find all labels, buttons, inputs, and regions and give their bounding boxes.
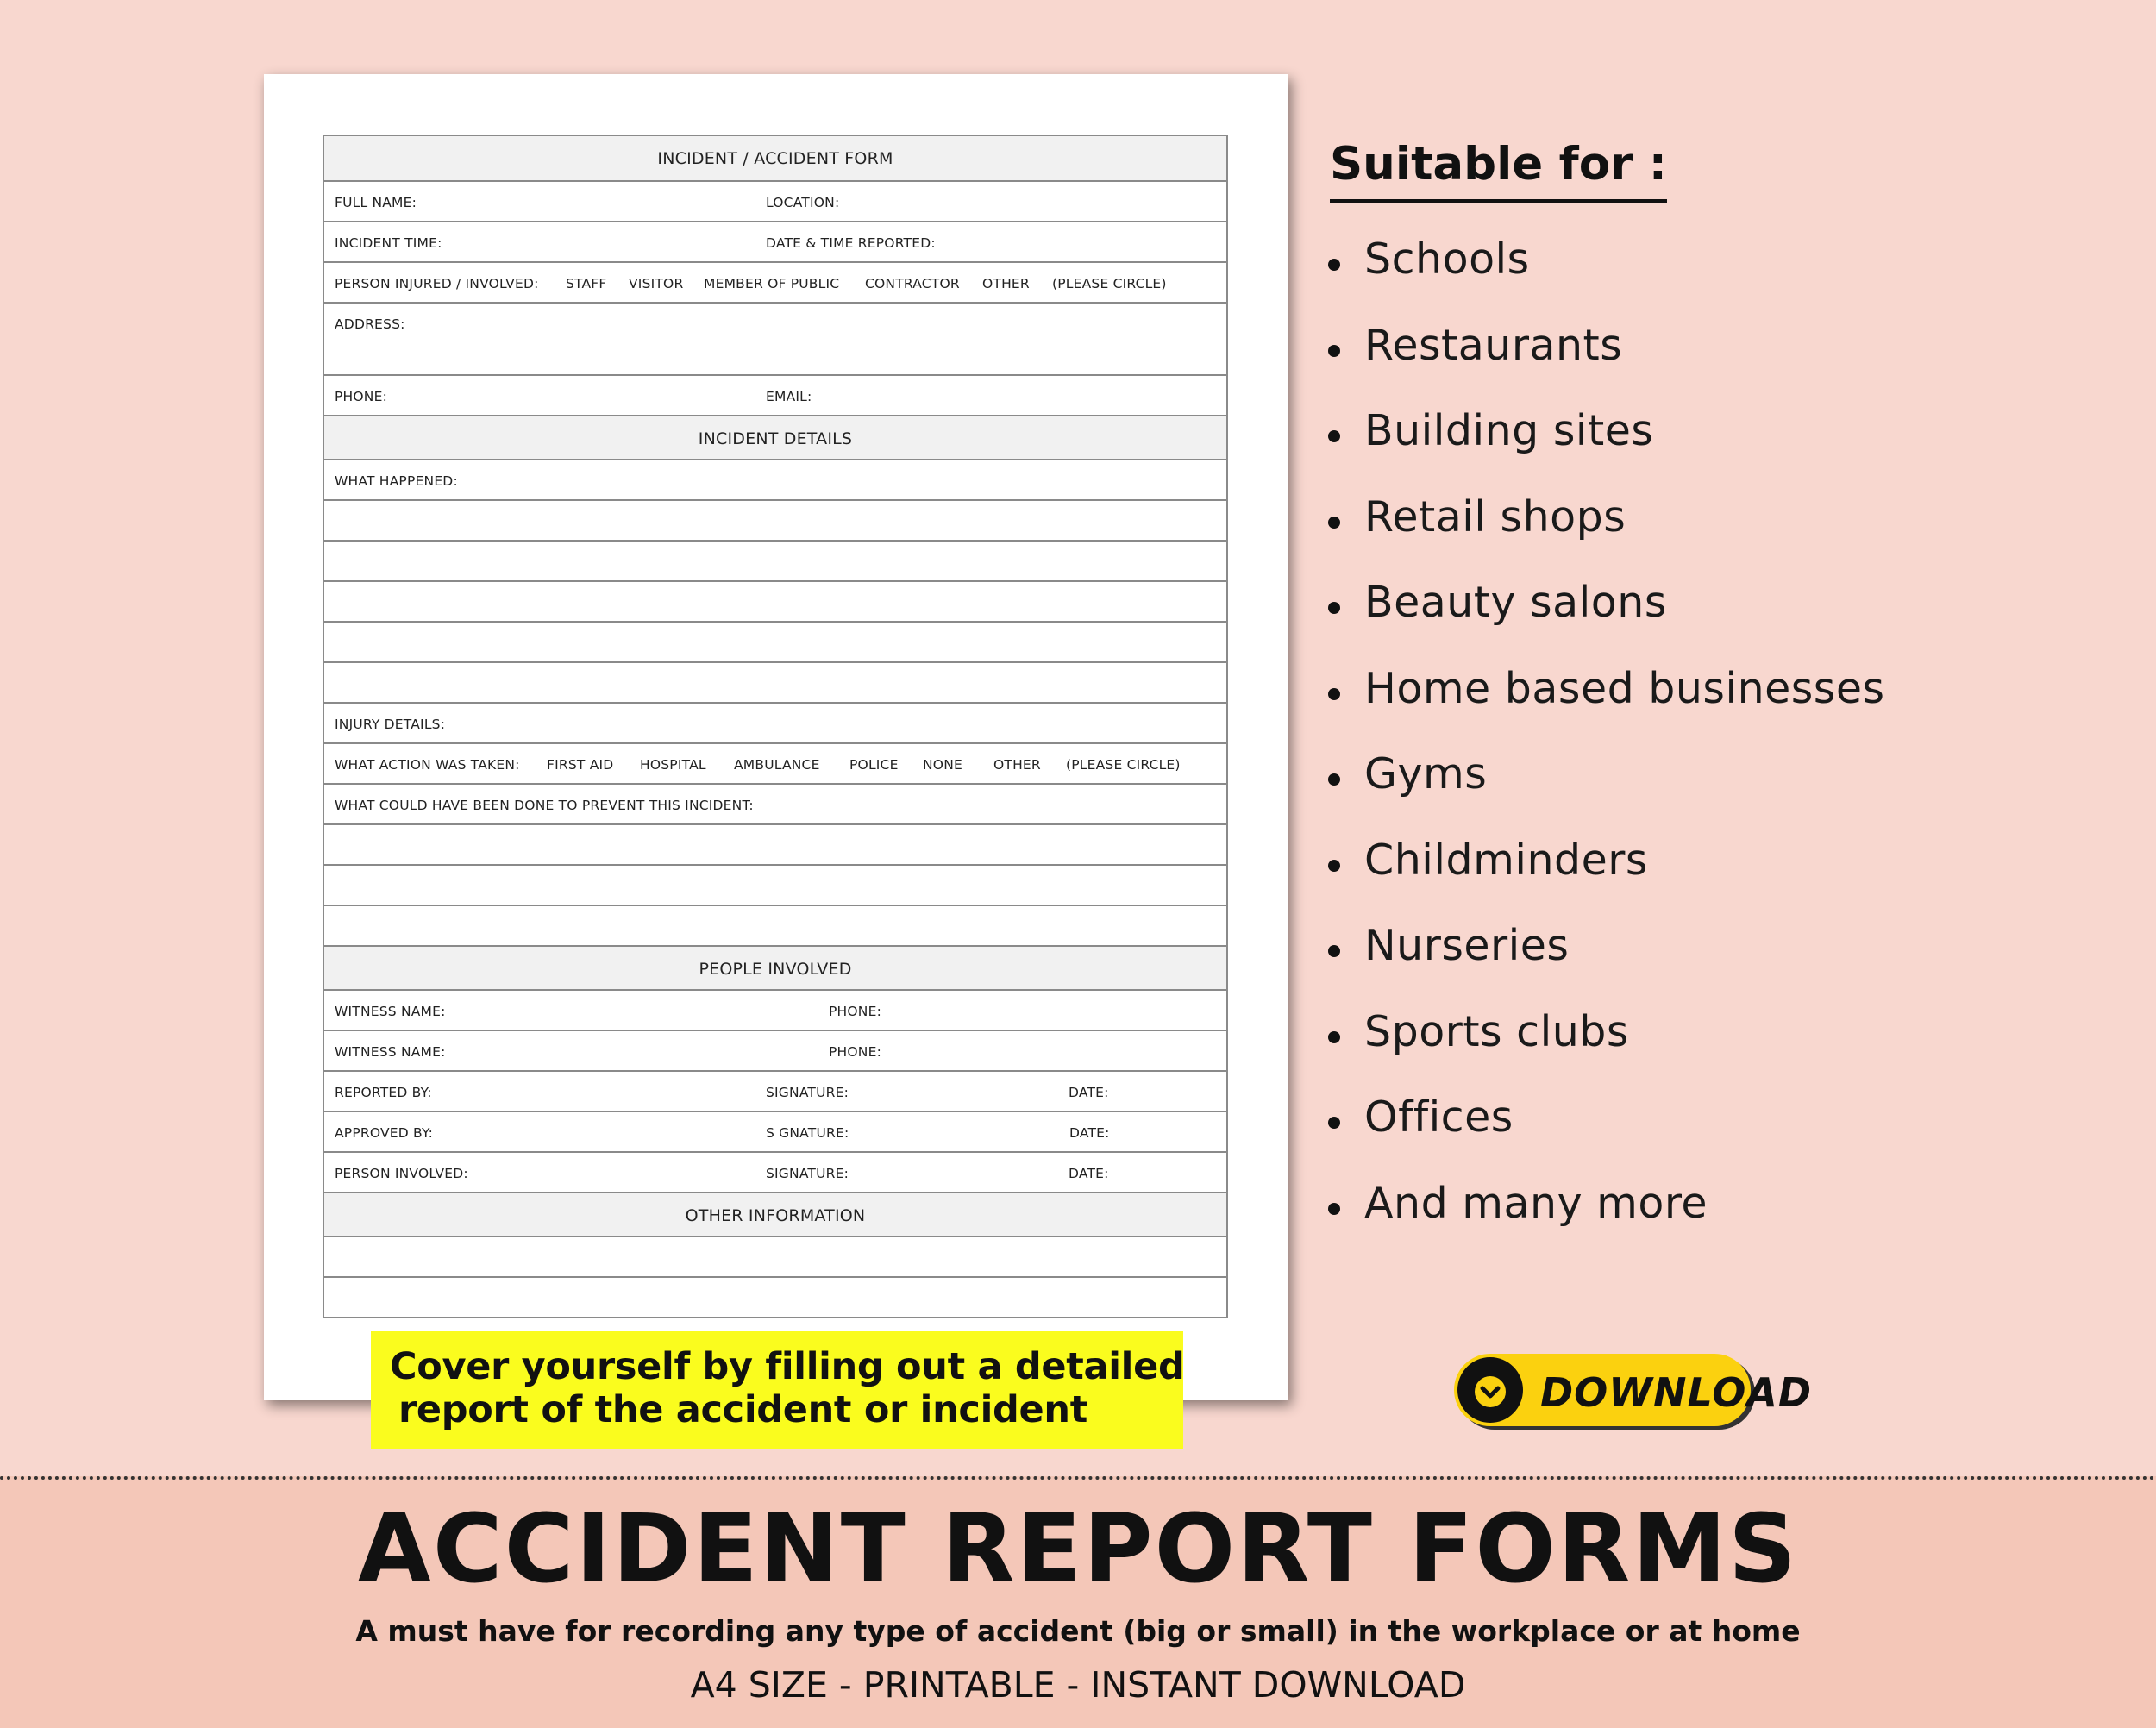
list-item-label: Nurseries	[1364, 921, 1570, 970]
person-injured-label: PERSON INJURED / INVOLVED:	[335, 276, 539, 291]
date-label: DATE:	[1069, 1125, 1110, 1141]
chevron-down-icon	[1457, 1357, 1523, 1423]
blank-line	[324, 661, 1226, 702]
blank-line	[324, 823, 1226, 864]
blank-line	[324, 905, 1226, 945]
blank-line	[324, 499, 1226, 540]
bullet-icon	[1328, 345, 1340, 357]
form-page-preview	[264, 74, 1288, 1400]
action-option: NONE	[923, 757, 962, 773]
injury-details-label: INJURY DETAILS:	[335, 717, 446, 732]
what-happened-row	[324, 459, 1226, 499]
list-item	[1328, 578, 1885, 664]
location-label: LOCATION:	[766, 195, 840, 210]
address-label: ADDRESS:	[335, 316, 405, 332]
bullet-icon	[1328, 860, 1340, 872]
list-item	[1328, 492, 1885, 579]
approved-by-row	[324, 1111, 1226, 1151]
injured-option: VISITOR	[629, 276, 684, 291]
injured-option: (PLEASE CIRCLE)	[1052, 276, 1167, 291]
incident-form	[323, 135, 1228, 1318]
action-option: (PLEASE CIRCLE)	[1066, 757, 1181, 773]
bullet-icon	[1328, 945, 1340, 957]
list-item	[1328, 321, 1885, 407]
reported-by-row	[324, 1070, 1226, 1111]
full-name-label: FULL NAME:	[335, 195, 417, 210]
action-taken-label: WHAT ACTION WAS TAKEN:	[335, 757, 520, 773]
date-label: DATE:	[1069, 1166, 1109, 1181]
bullet-icon	[1328, 517, 1340, 529]
blank-line	[324, 540, 1226, 580]
witness-name-label: WITNESS NAME:	[335, 1044, 446, 1060]
blank-line	[324, 1276, 1226, 1317]
callout-line-1: Cover yourself by filling out a detailed	[390, 1345, 1185, 1388]
download-button[interactable]	[1454, 1354, 1813, 1426]
list-item-label: Restaurants	[1364, 320, 1623, 370]
list-item-label: Retail shops	[1364, 491, 1626, 542]
blank-line	[324, 580, 1226, 621]
approved-by-label: APPROVED BY:	[335, 1125, 434, 1141]
list-item-label: Gyms	[1364, 749, 1488, 798]
list-item-label: Beauty salons	[1364, 578, 1667, 627]
prevent-label: WHAT COULD HAVE BEEN DONE TO PREVENT THIS INCIDENT:	[335, 798, 754, 813]
witness-phone-label: PHONE:	[829, 1004, 882, 1019]
date-label: DATE:	[1069, 1085, 1109, 1100]
list-item-label: Building sites	[1364, 406, 1654, 455]
features-line: A4 SIZE - PRINTABLE - INSTANT DOWNLOAD	[690, 1664, 1466, 1706]
action-taken-row	[324, 742, 1226, 783]
injury-details-row	[324, 702, 1226, 742]
list-item	[1328, 836, 1885, 922]
signature-label: SIGNATURE:	[766, 1085, 849, 1100]
list-item	[1328, 406, 1885, 492]
person-injured-row	[324, 261, 1226, 302]
witness-row	[324, 989, 1226, 1030]
phone-row	[324, 374, 1226, 415]
blank-line	[324, 864, 1226, 905]
people-involved-title: PEOPLE INVOLVED	[699, 960, 852, 979]
suitable-for-title: Suitable for :	[1330, 138, 1667, 203]
what-happened-label: WHAT HAPPENED:	[335, 473, 458, 489]
incident-details-title: INCIDENT DETAILS	[698, 429, 853, 448]
bullet-icon	[1328, 259, 1340, 271]
list-item-label: Home based businesses	[1364, 663, 1885, 713]
list-item-label: Sports clubs	[1364, 1006, 1629, 1056]
witness-row	[324, 1030, 1226, 1070]
list-item	[1328, 235, 1885, 321]
phone-label: PHONE:	[335, 389, 388, 404]
injured-option: CONTRACTOR	[865, 276, 960, 291]
list-item	[1328, 749, 1885, 836]
bullet-icon	[1328, 430, 1340, 442]
list-item	[1328, 1179, 1885, 1265]
list-item	[1328, 664, 1885, 750]
person-involved-row	[324, 1151, 1226, 1192]
list-item-label: And many more	[1364, 1178, 1708, 1228]
bullet-icon	[1328, 773, 1340, 786]
action-option: HOSPITAL	[640, 757, 706, 773]
suitable-for-list	[1328, 235, 1885, 1264]
list-item-label: Offices	[1364, 1093, 1514, 1142]
incident-time-label: INCIDENT TIME:	[335, 235, 442, 251]
people-involved-header	[324, 945, 1226, 989]
address-row	[324, 302, 1226, 374]
bullet-icon	[1328, 1117, 1340, 1129]
other-information-title: OTHER INFORMATION	[685, 1206, 866, 1225]
signature-label: S GNATURE:	[766, 1125, 849, 1141]
list-item-label: Childminders	[1364, 835, 1648, 885]
witness-name-label: WITNESS NAME:	[335, 1004, 446, 1019]
action-option: POLICE	[849, 757, 899, 773]
list-item	[1328, 1093, 1885, 1179]
download-label: DOWNLOAD	[1540, 1369, 1813, 1416]
page-subtitle: A must have for recording any type of accident (big or small) in the workplace or at home	[355, 1614, 1801, 1648]
person-involved-label: PERSON INVOLVED:	[335, 1166, 468, 1181]
email-label: EMAIL:	[766, 389, 812, 404]
full-name-row	[324, 180, 1226, 221]
action-option: AMBULANCE	[734, 757, 820, 773]
callout-banner	[371, 1331, 1183, 1449]
injured-option: STAFF	[566, 276, 607, 291]
page-title: ACCIDENT REPORT FORMS	[357, 1493, 1799, 1604]
incident-time-row	[324, 221, 1226, 261]
injured-option: MEMBER OF PUBLIC	[704, 276, 840, 291]
reported-by-label: REPORTED BY:	[335, 1085, 432, 1100]
blank-line	[324, 1236, 1226, 1276]
bullet-icon	[1328, 688, 1340, 700]
injured-option: OTHER	[982, 276, 1030, 291]
form-title: INCIDENT / ACCIDENT FORM	[657, 149, 893, 168]
bullet-icon	[1328, 1031, 1340, 1043]
action-option: OTHER	[993, 757, 1041, 773]
prevent-row	[324, 783, 1226, 823]
signature-label: SIGNATURE:	[766, 1166, 849, 1181]
callout-line-2: report of the accident or incident	[398, 1388, 1087, 1431]
bullet-icon	[1328, 1203, 1340, 1215]
other-information-header	[324, 1192, 1226, 1236]
incident-details-header	[324, 415, 1226, 459]
witness-phone-label: PHONE:	[829, 1044, 882, 1060]
list-item	[1328, 1007, 1885, 1093]
form-title-row	[324, 136, 1226, 180]
bullet-icon	[1328, 602, 1340, 614]
list-item-label: Schools	[1364, 235, 1530, 284]
blank-line	[324, 621, 1226, 661]
date-time-reported-label: DATE & TIME REPORTED:	[766, 235, 936, 251]
action-option: FIRST AID	[547, 757, 614, 773]
list-item	[1328, 921, 1885, 1007]
